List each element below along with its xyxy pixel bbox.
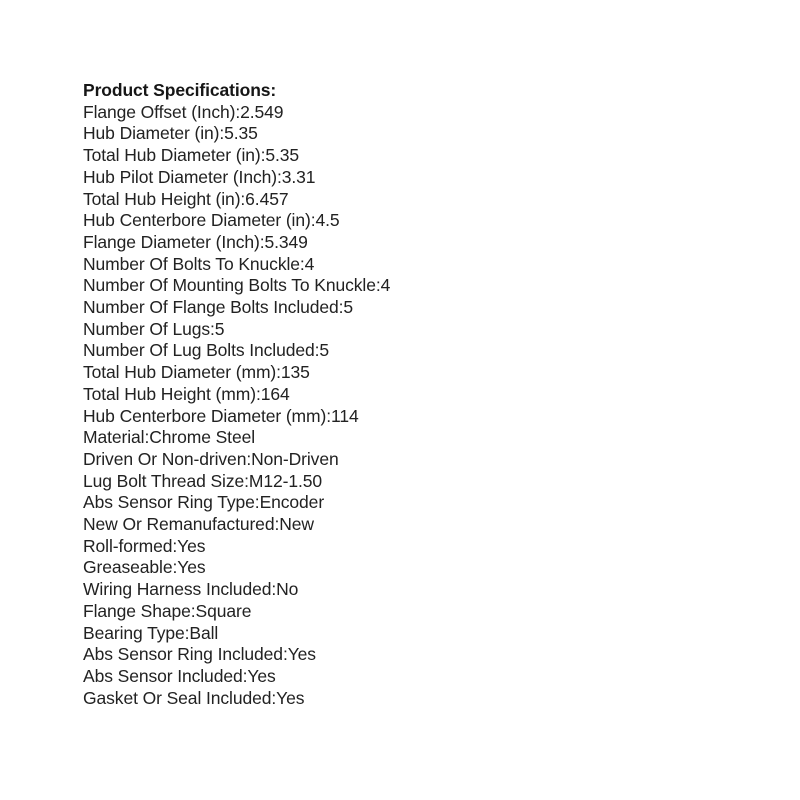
spec-line: Number Of Lug Bolts Included:5 [83, 340, 330, 361]
spec-line: Gasket Or Seal Included:Yes [83, 687, 305, 708]
spec-line: Bearing Type:Ball [83, 622, 219, 643]
spec-line: Number Of Mounting Bolts To Knuckle:4 [83, 275, 391, 296]
spec-line: Total Hub Height (in):6.457 [83, 188, 289, 209]
spec-line: Total Hub Diameter (in):5.35 [83, 145, 300, 166]
spec-line: Number Of Flange Bolts Included:5 [83, 297, 354, 318]
spec-line: Flange Diameter (Inch):5.349 [83, 231, 308, 252]
spec-line: Flange Shape:Square [83, 600, 252, 621]
spec-line: Abs Sensor Ring Included:Yes [83, 644, 316, 665]
spec-line: Number Of Lugs:5 [83, 318, 225, 339]
spec-line: Abs Sensor Ring Type:Encoder [83, 492, 325, 513]
spec-line: Hub Diameter (in):5.35 [83, 123, 258, 144]
spec-line: Hub Centerbore Diameter (mm):114 [83, 405, 359, 426]
spec-line: Material:Chrome Steel [83, 427, 255, 448]
specs-block [83, 80, 390, 709]
spec-line: Driven Or Non-driven:Non-Driven [83, 448, 339, 469]
spec-line: Total Hub Diameter (mm):135 [83, 362, 310, 383]
spec-line: Roll-formed:Yes [83, 535, 206, 556]
spec-line: Flange Offset (Inch):2.549 [83, 101, 284, 122]
spec-line: Greaseable:Yes [83, 557, 206, 578]
spec-line: Total Hub Height (mm):164 [83, 383, 290, 404]
spec-line: Lug Bolt Thread Size:M12-1.50 [83, 470, 323, 491]
specs-list [83, 102, 390, 710]
specs-title: Product Specifications: [83, 80, 277, 100]
spec-line: New Or Remanufactured:New [83, 514, 314, 535]
spec-line: Hub Pilot Diameter (Inch):3.31 [83, 166, 316, 187]
spec-line: Abs Sensor Included:Yes [83, 665, 276, 686]
spec-line: Hub Centerbore Diameter (in):4.5 [83, 210, 340, 231]
spec-line: Wiring Harness Included:No [83, 579, 299, 600]
spec-line: Number Of Bolts To Knuckle:4 [83, 253, 315, 274]
